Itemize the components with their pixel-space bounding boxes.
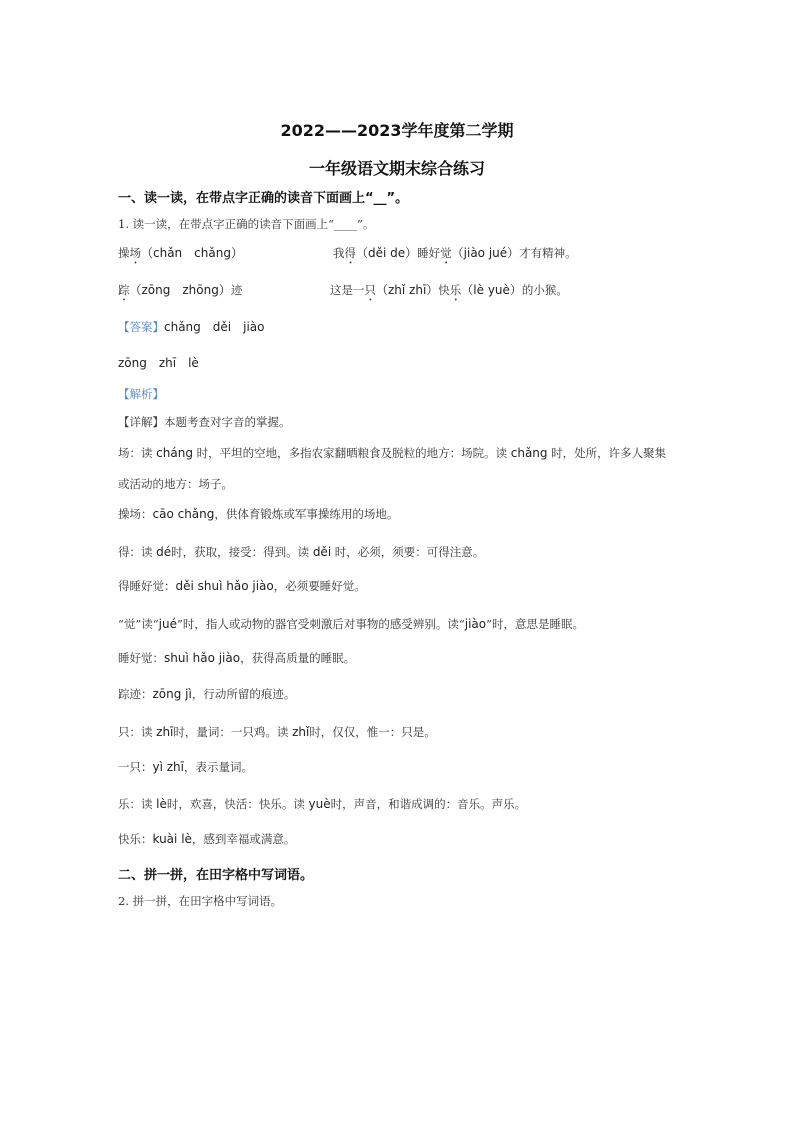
explanation-line	[118, 759, 253, 775]
text: 我	[333, 246, 345, 260]
pinyin: chǎng	[510, 446, 548, 460]
text: 时，声音，和谐成调的：音乐。声乐。	[330, 797, 527, 811]
explanation-line	[118, 544, 484, 560]
answer-line-2	[118, 354, 199, 371]
text: 快乐：	[118, 832, 153, 846]
explanation-line	[118, 476, 233, 492]
pinyin: cháng	[156, 446, 193, 460]
pinyin: lè	[156, 797, 167, 811]
section-1-heading: 一、读一读，在带点字正确的读音下面画上“__”。	[118, 191, 409, 206]
analysis-tag: 【解析】	[118, 387, 164, 401]
text: 时，处所，许多人聚集	[547, 446, 667, 460]
pinyin: děi	[312, 545, 332, 559]
explanation-line	[118, 506, 398, 522]
text: ，供体育锻炼或军事操练用的场地。	[214, 507, 399, 521]
text: ，必须要睡好觉。	[273, 579, 366, 593]
text: 或活动的地方：场子。	[118, 477, 233, 491]
text: 得：读	[118, 545, 157, 559]
q1-item-zongji	[118, 281, 242, 304]
text: 迹	[230, 283, 243, 297]
answer-pinyin: chǎng děi jiào	[164, 320, 265, 334]
explanation-line	[118, 650, 355, 666]
text: 睡好觉：	[118, 651, 164, 665]
text: 才有精神。	[519, 246, 577, 260]
text: 睡好	[417, 246, 441, 260]
explanation-line	[118, 578, 366, 594]
answer-tag: 【答案】	[118, 320, 164, 334]
detail-intro: 本题考查对字音的掌握。	[164, 415, 291, 429]
text: 踪迹：	[118, 687, 153, 701]
dotted-char: 觉	[440, 246, 452, 260]
answer-pinyin: zōng zhī lè	[118, 356, 199, 370]
pinyin-options: （lè yuè）	[461, 283, 522, 297]
dotted-char: 乐	[449, 283, 462, 297]
text: 的小猴。	[521, 283, 568, 297]
dotted-char: 得	[344, 246, 356, 260]
explanation-line	[118, 686, 295, 702]
text: 时，必须，须要：可得注意。	[331, 545, 485, 559]
text: 场：读	[118, 446, 157, 460]
pinyin: zōng jì	[152, 687, 192, 701]
explanation-line	[118, 796, 526, 812]
question-2-prompt: 2. 拼一拼，在田字格中写词语。	[118, 894, 283, 908]
text: 快	[438, 283, 450, 297]
pinyin: yì zhī	[152, 760, 184, 774]
text: 时，获取，接受：得到。读	[171, 545, 313, 559]
q1-item-deishuijiao	[333, 244, 577, 267]
pinyin: jiào	[464, 617, 487, 631]
section-2-heading: 二、拼一拼，在田字格中写词语。	[118, 868, 314, 883]
q1-item-zhi-le	[330, 281, 568, 304]
pinyin-options: （jiào jué）	[451, 246, 520, 260]
q1-item-caochang	[118, 244, 243, 267]
text: 时，平坦的空地，多指农家翻晒粮食及脱粒的地方：场院。读	[192, 446, 511, 460]
text: 乐：读	[118, 797, 157, 811]
text: 这是一	[330, 283, 365, 297]
text: 时，仅仅，惟一：只是。	[309, 725, 436, 739]
explanation-line	[118, 445, 666, 461]
answer-line-1	[118, 318, 264, 335]
text: 得睡好觉：	[118, 579, 176, 593]
pinyin: kuài lè	[152, 832, 192, 846]
text: 只：读	[118, 725, 157, 739]
pinyin: cāo chǎng	[152, 507, 215, 521]
text: ，获得高质量的睡眠。	[240, 651, 356, 665]
explanation-line	[118, 616, 584, 632]
text: 一只：	[118, 760, 153, 774]
text: 时，欢喜，快活：快乐。读	[166, 797, 309, 811]
text: ”时，意思是睡眠。	[486, 617, 584, 631]
pinyin: děi shuì hǎo jiào	[175, 579, 274, 593]
text: 时，量词：一只鸡。读	[173, 725, 293, 739]
text: ”时，指人或动物的器官受刺激后对事物的感受辨别。读“	[176, 617, 465, 631]
plain-char: 操	[118, 246, 130, 260]
text: “觉”读“	[118, 617, 159, 631]
text: ，感到幸福或满意。	[191, 832, 296, 846]
dotted-char: 场	[129, 246, 141, 260]
text: ，行动所留的痕迹。	[191, 687, 296, 701]
title-line-2: 一年级语文期末综合练习	[308, 159, 485, 178]
text: ，表示量词。	[184, 760, 253, 774]
detail-tag: 【详解】	[118, 415, 164, 429]
pinyin-options: （zōng zhōng）	[129, 283, 231, 297]
question-1-prompt: 1. 读一读，在带点字正确的读音下面画上“____”。	[118, 217, 375, 231]
title-line-1: 2022——2023学年度第二学期	[280, 121, 514, 140]
pinyin-options: （děi de）	[356, 246, 418, 260]
explanation-line	[118, 724, 436, 740]
dotted-char: 踪	[118, 283, 130, 297]
pinyin: zhǐ	[292, 725, 310, 739]
pinyin: dé	[156, 545, 172, 559]
pinyin: shuì hǎo jiào	[164, 651, 241, 665]
detail-line	[118, 414, 291, 430]
pinyin-options: （zhǐ zhī）	[376, 283, 439, 297]
pinyin: zhī	[156, 725, 174, 739]
text: 操场：	[118, 507, 153, 521]
pinyin-options: （chǎn chǎng）	[141, 246, 243, 260]
pinyin: yuè	[308, 797, 331, 811]
dotted-char: 只	[364, 283, 376, 297]
explanation-line	[118, 831, 295, 847]
pinyin: jué	[158, 617, 177, 631]
